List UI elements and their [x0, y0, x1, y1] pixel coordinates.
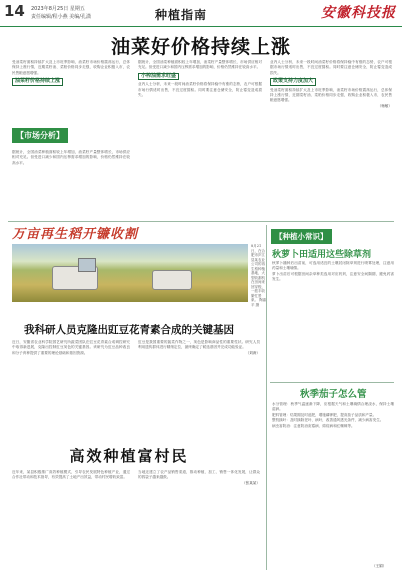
divider — [8, 221, 394, 222]
article2-headline: 我科研人员克隆出豇豆花青素合成的关键基因 — [24, 324, 234, 336]
sidebar-head-2: 秋季茄子怎么管 — [300, 389, 367, 400]
article3-author: （张某某） — [242, 480, 260, 485]
sidebar-paragraph: 萝卜出苗后可根据田间杂草种类选用对应药剂，注意安全间隔期，避免药害发生。 — [272, 271, 394, 282]
sidebar-paragraph: 秋萝卜播种后出苗前，可选用适宜的土壤封闭除草剂进行喷雾处理，注意用药量和土壤墒情。 — [272, 261, 394, 271]
main-article-col1 — [12, 60, 130, 126]
page-number: 14 — [4, 2, 25, 20]
article2-col2 — [138, 340, 260, 440]
sidebar-body-1 — [272, 261, 394, 379]
article3-paragraph: 近年来，某县积极推广高效种植模式，引导农民发展特色种植产业，通过合作社带动和技术指导，有效提高了土地产出效益，带动村民增收致富。 — [12, 470, 130, 480]
masthead — [0, 0, 402, 27]
main-article-col2 — [138, 60, 262, 218]
main-author: （杨敏） — [377, 103, 392, 108]
sidebar-title: 【种植小常识】 — [271, 229, 332, 244]
main-paragraph: 受油菜籽面积持续扩大及上市旺季影响，油菜籽市场价格震荡运行，总体保持上涨行情，近期菜籽油、菜粕价格同步走强，收购企业积极入市，农民售粮意愿增强。 — [270, 87, 392, 103]
sidebar-paragraph: 水分管理：秋季气温逐渐下降，应根据天气和土壤墒情合理浇水，保持土壤湿润。 — [272, 402, 394, 412]
main-paragraph: 据统计，全国油菜种植面积较上年增加，油菜籽产量整体增长，市场供应相对充足。但受进口减少和国内压榨需求增加的影响，价格仍然维持在较高水平。 — [12, 150, 130, 165]
article3-headline: 高效种植富村民 — [69, 447, 189, 465]
main-subhead-1: 油菜籽价格持续上涨 — [12, 78, 63, 85]
harvester-image — [152, 270, 192, 290]
main-subhead-3: 政策支持力度加大 — [270, 78, 316, 85]
sidebar-author: （王娟） — [372, 564, 387, 568]
harvester-cab — [78, 258, 96, 272]
main-subhead-2: 小榨油需求旺盛 — [138, 73, 179, 80]
main-paragraph: 受油菜籽面积持续扩大及上市旺季影响，油菜籽市场价格震荡运行，总体保持上涨行情，近期菜籽油、菜粕价格同步走强，收购企业积极入市，农民售粮意愿增强。 — [12, 60, 130, 75]
main-paragraph: 据统计，全国油菜种植面积较上年增加，油菜籽产量整体增长，市场供应相对充足。但受进口减少和国内压榨需求增加的影响，价格仍然维持在较高水平。 — [138, 60, 262, 70]
main-article-col3 — [270, 60, 392, 218]
article3-paragraph: 当地还建立了农产品销售渠道，推动种植、加工、销售一体化发展，让群众的钱袋子越来越鼓。 — [138, 470, 260, 480]
sidebar-body-2 — [272, 402, 394, 562]
article3-col1 — [12, 470, 130, 568]
harvest-photo — [12, 244, 248, 302]
sidebar-paragraph: 病虫害防治：注意防治灰霉病、绵疫病和红蜘蛛等。 — [272, 423, 355, 428]
article2-paragraph: 近日，安徽省农业科学院园艺研究所蔬菜团队在豇豆花青素合成调控研究中取得新进展，克隆出控制豇豆荚色的关键基因。该研究为豇豆品种改良和分子育种提供了重要的理论基础和基因资源。 — [12, 340, 130, 355]
photo-title: 万亩再生稻开镰收割 — [12, 227, 139, 242]
sidebar-divider — [270, 382, 394, 383]
section-title: 种植指南 — [155, 8, 208, 22]
sidebar-paragraph: 整枝摘叶：及时摘除老叶、病叶，改善通风透光条件，减少病害发生。 — [272, 418, 384, 423]
sidebar-paragraph: 肥料管理：结果期及时追肥，增施磷钾肥，提高茄子品质和产量。 — [272, 412, 377, 417]
sidebar-head-1: 秋萝卜田适用这些除草剂 — [272, 250, 372, 260]
editor-credit: 责任编辑/程小燕 美编/孔潇 — [31, 14, 91, 20]
issue-date: 2023年8月25日 星期五 — [31, 6, 85, 12]
main-paragraph: 业内人士分析，未来一段时间油菜籽价格将保持稳中有涨的态势，农户可根据市场行情适时出售，不宜过度囤积。同时要注意仓储安全，防止霉变造成损失。 — [138, 82, 262, 98]
main-paragraph: 业内人士分析，未来一段时间油菜籽价格将保持稳中有涨的态势，农户可根据市场行情适时出售，不宜过度囤积。同时要注意仓储安全，防止霉变造成损失。 — [270, 60, 392, 75]
article2-paragraph: 豇豆是我国重要的蔬菜作物之一，荚色是影响商品性的重要性状。研究人员利用遗传群体进行精细定位，最终确定了候选基因并完成功能验证。 — [138, 340, 260, 350]
article3-col2 — [138, 470, 260, 568]
main-headline: 油菜好价格持续上涨 — [110, 36, 291, 58]
market-analysis-tag: 【市场分析】 — [12, 128, 68, 143]
article2-author: （刘涛） — [245, 350, 260, 355]
photo-caption: 8月21日，在合肥市庐江县某农业公司的再生稻种植基地，大型收割机在田间来回穿梭，一派丰收繁忙景象。 陶嘉平 摄 — [251, 244, 267, 307]
article2-col1 — [12, 340, 130, 440]
main-article-col1b — [12, 150, 130, 218]
newspaper-logo: 安徽科技报 — [321, 5, 396, 21]
